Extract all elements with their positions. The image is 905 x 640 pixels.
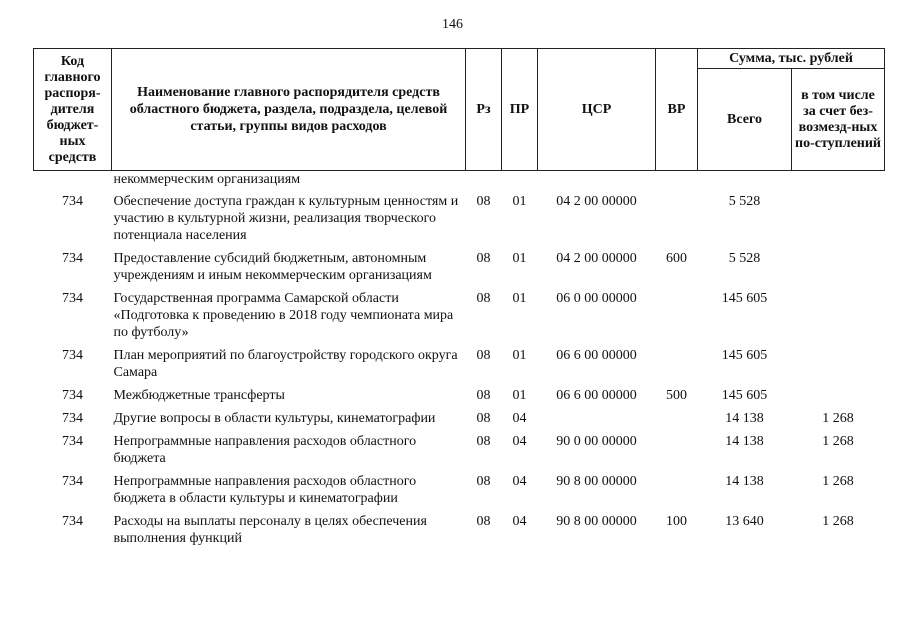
- cell-total: 5 528: [728, 251, 761, 266]
- cell-csr: 04 2 00 00000: [556, 194, 637, 209]
- header-vr: ВР: [656, 49, 698, 171]
- cell-kod: 734: [62, 514, 83, 529]
- cell-incl: 1 268: [822, 434, 854, 449]
- table-row: [34, 470, 885, 510]
- table-row: [34, 344, 885, 384]
- cell-rz: 08: [476, 291, 491, 306]
- cell-name: Непрограммные направления расходов областного бюджета: [113, 434, 417, 466]
- header-csr: ЦСР: [538, 49, 656, 171]
- cell-pr: 01: [512, 348, 527, 363]
- cell-rz: 08: [476, 411, 491, 426]
- cell-kod: 734: [62, 434, 83, 449]
- cell-vr: [656, 430, 698, 470]
- cell-kod: 734: [62, 474, 83, 489]
- cell-pr: 04: [512, 434, 527, 449]
- cell-incl: [792, 247, 885, 287]
- cell-csr: 06 6 00 00000: [556, 348, 637, 363]
- cell-vr: 600: [666, 251, 687, 266]
- cell-csr: 06 6 00 00000: [556, 388, 637, 403]
- table-row: [34, 384, 885, 407]
- cell-name: Расходы на выплаты персоналу в целях обеспечения выполнения функций: [113, 514, 427, 546]
- cell-total: 14 138: [725, 434, 764, 449]
- cell-total: 14 138: [725, 411, 764, 426]
- cell-pr: 04: [512, 514, 527, 529]
- header-sum: Сумма, тыс. рублей: [698, 49, 885, 69]
- cell-total: 5 528: [728, 194, 761, 209]
- cell-vr: [656, 470, 698, 510]
- cell-kod: 734: [62, 291, 83, 306]
- header-incl: в том числе за счет без-возмезд-ных по-ступлений: [792, 69, 885, 171]
- cell-name: Обеспечение доступа граждан к культурным ценностям и участию в культурной жизни, реализация творческого потенциала населения: [113, 194, 459, 243]
- cell-incl: [792, 190, 885, 247]
- cell-rz: 08: [476, 251, 491, 266]
- cell-pr: 01: [512, 291, 527, 306]
- cell-total: 14 138: [725, 474, 764, 489]
- cell-rz: 08: [476, 474, 491, 489]
- table-row: [34, 430, 885, 470]
- cell-kod: 734: [62, 251, 83, 266]
- cell-csr: 90 8 00 00000: [556, 514, 637, 529]
- cell-name: Непрограммные направления расходов областного бюджета в области культуры и кинематографии: [113, 474, 417, 506]
- cell-name: Государственная программа Самарской области «Подготовка к проведению в 2018 году чемпионата мира по футболу»: [113, 291, 454, 340]
- budget-table: [33, 48, 885, 550]
- cell-vr: [656, 344, 698, 384]
- cell-csr: [538, 407, 656, 430]
- header-total: Всего: [698, 69, 792, 171]
- cell-name: План мероприятий по благоустройству городского округа Самара: [113, 348, 458, 380]
- cell-csr: 06 0 00 00000: [556, 291, 637, 306]
- cell-kod: 734: [62, 411, 83, 426]
- cell-kod: 734: [62, 348, 83, 363]
- table-body: [34, 171, 885, 551]
- cell-vr: [656, 407, 698, 430]
- cell-vr: 500: [666, 388, 687, 403]
- header-rz: Рз: [466, 49, 502, 171]
- cell-pr: 01: [512, 194, 527, 209]
- continuation-text: некоммерческим организациям: [113, 172, 301, 187]
- cell-total: 145 605: [721, 348, 768, 363]
- cell-csr: 90 8 00 00000: [556, 474, 637, 489]
- cell-incl: 1 268: [822, 411, 854, 426]
- cell-rz: 08: [476, 194, 491, 209]
- header-kod: Код главного распоря-дителя бюджет-ных средств: [34, 49, 112, 171]
- cell-vr: [656, 287, 698, 344]
- cell-vr: 100: [666, 514, 687, 529]
- cell-kod: 734: [62, 388, 83, 403]
- cell-pr: 01: [512, 388, 527, 403]
- table-row: [34, 407, 885, 430]
- cell-name: Предоставление субсидий бюджетным, автономным учреждениям и иным некоммерческим организациям: [113, 251, 432, 283]
- cell-total: 145 605: [721, 388, 768, 403]
- cell-rz: 08: [476, 514, 491, 529]
- header-pr: ПР: [502, 49, 538, 171]
- cell-csr: 04 2 00 00000: [556, 251, 637, 266]
- cell-total: 13 640: [725, 514, 764, 529]
- cell-name: Другие вопросы в области культуры, кинематографии: [113, 411, 436, 426]
- cell-csr: 90 0 00 00000: [556, 434, 637, 449]
- cell-incl: 1 268: [822, 514, 854, 529]
- cell-incl: [792, 344, 885, 384]
- cell-name: Межбюджетные трансферты: [113, 388, 285, 403]
- page-number: 146: [442, 17, 463, 32]
- header-name: Наименование главного распорядителя средств областного бюджета, раздела, подраздела, целевой статьи, группы видов расходов: [112, 49, 466, 171]
- cell-vr: [656, 190, 698, 247]
- cell-incl: [792, 384, 885, 407]
- cell-incl: [792, 287, 885, 344]
- cell-pr: 04: [512, 474, 527, 489]
- continuation-row: [34, 171, 885, 191]
- table-header: [34, 49, 885, 171]
- cell-rz: 08: [476, 388, 491, 403]
- table-row: [34, 190, 885, 247]
- cell-rz: 08: [476, 348, 491, 363]
- table-row: [34, 287, 885, 344]
- cell-pr: 01: [512, 251, 527, 266]
- cell-kod: 734: [62, 194, 83, 209]
- table-row: [34, 247, 885, 287]
- table-row: [34, 510, 885, 550]
- cell-rz: 08: [476, 434, 491, 449]
- cell-pr: 04: [512, 411, 527, 426]
- cell-incl: 1 268: [822, 474, 854, 489]
- cell-total: 145 605: [721, 291, 768, 306]
